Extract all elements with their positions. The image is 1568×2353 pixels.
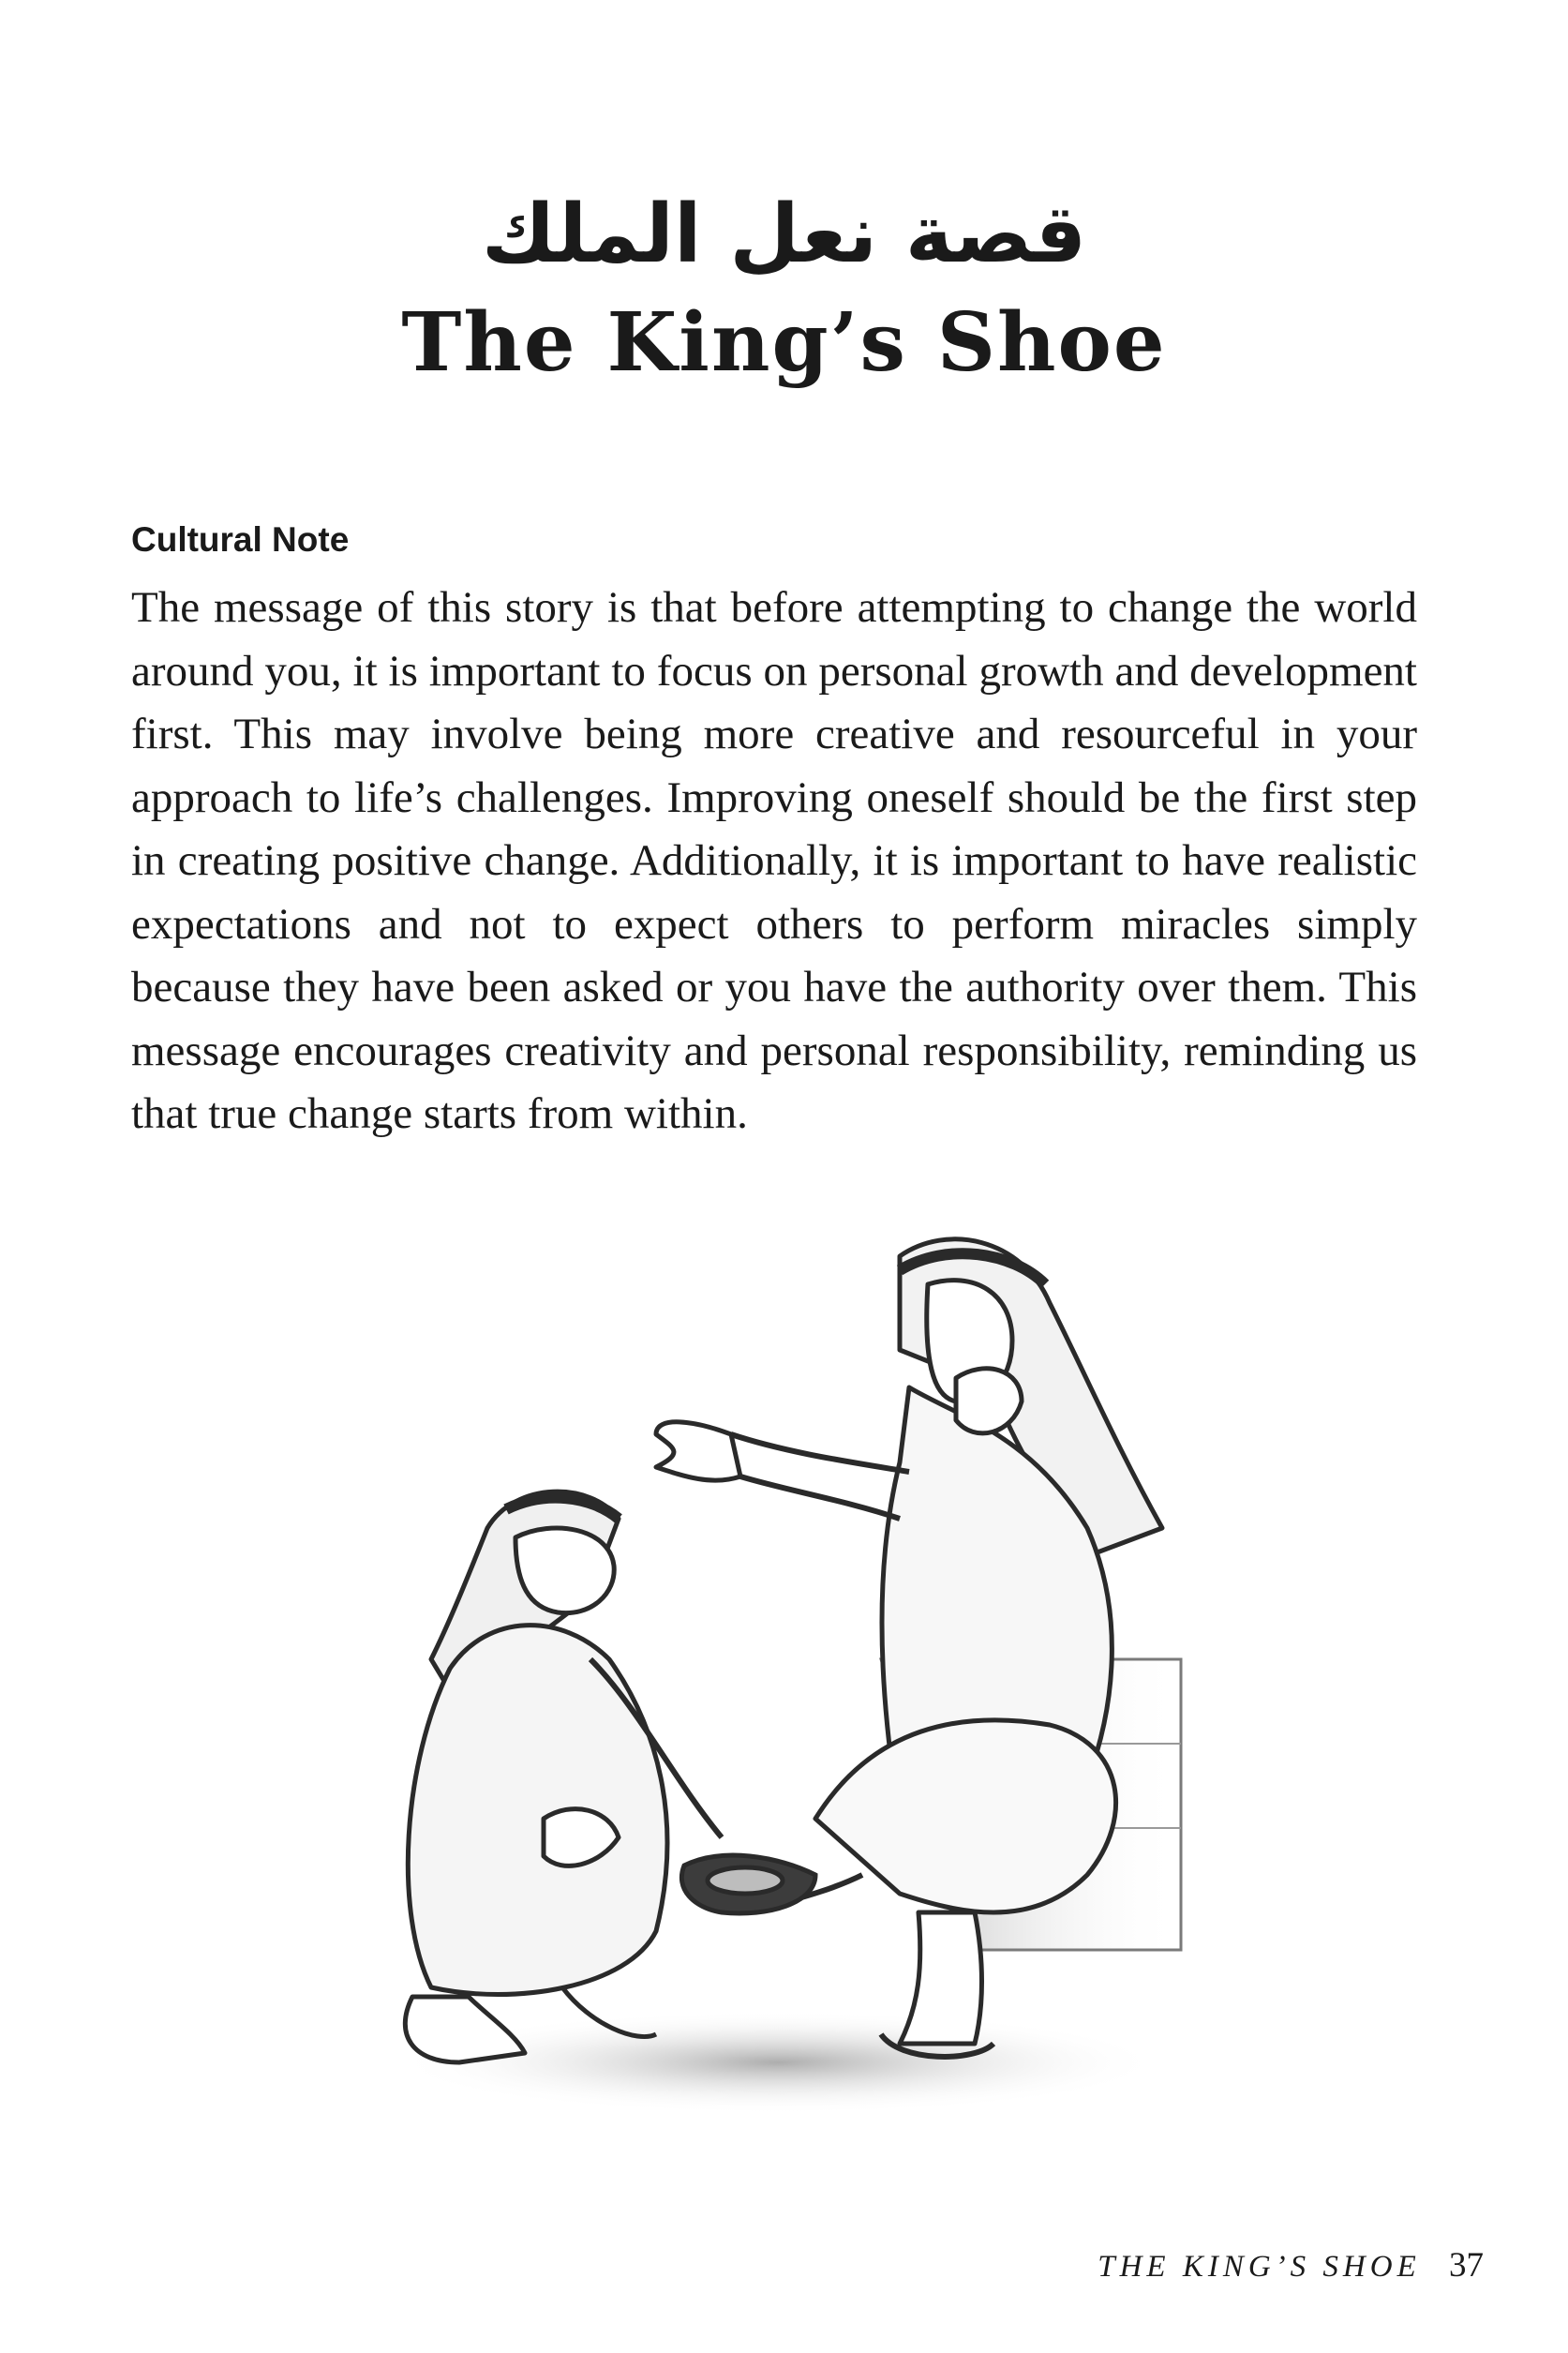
kneeling-man [405, 1491, 722, 2062]
cultural-note-heading: Cultural Note [131, 520, 350, 559]
ground-shadow [394, 2011, 1162, 2114]
page-number: 37 [1449, 2246, 1484, 2285]
arabic-title: قصة نعل الملك [481, 187, 1087, 281]
running-title: THE KING’S SHOE [1098, 2250, 1421, 2284]
page-footer [1098, 2245, 1484, 2286]
shoe [681, 1855, 815, 1913]
cultural-note-body: The message of this story is that before attempting to change the world around you, it is important to focus on personal growth and development first. This may involve being more creative and resourceful in your approach to life’s challenges. Improving oneself should be the first step in creating positive change. Additionally, it is important to have realistic expectations and not to expect others to perform miracles simply because they have been asked or you have the authority over them. This message encourages creativity and personal responsibility, reminding us that true change starts from within. [131, 583, 1417, 1138]
story-illustration [375, 1219, 1218, 2119]
english-title: The King’s Shoe [401, 295, 1167, 390]
